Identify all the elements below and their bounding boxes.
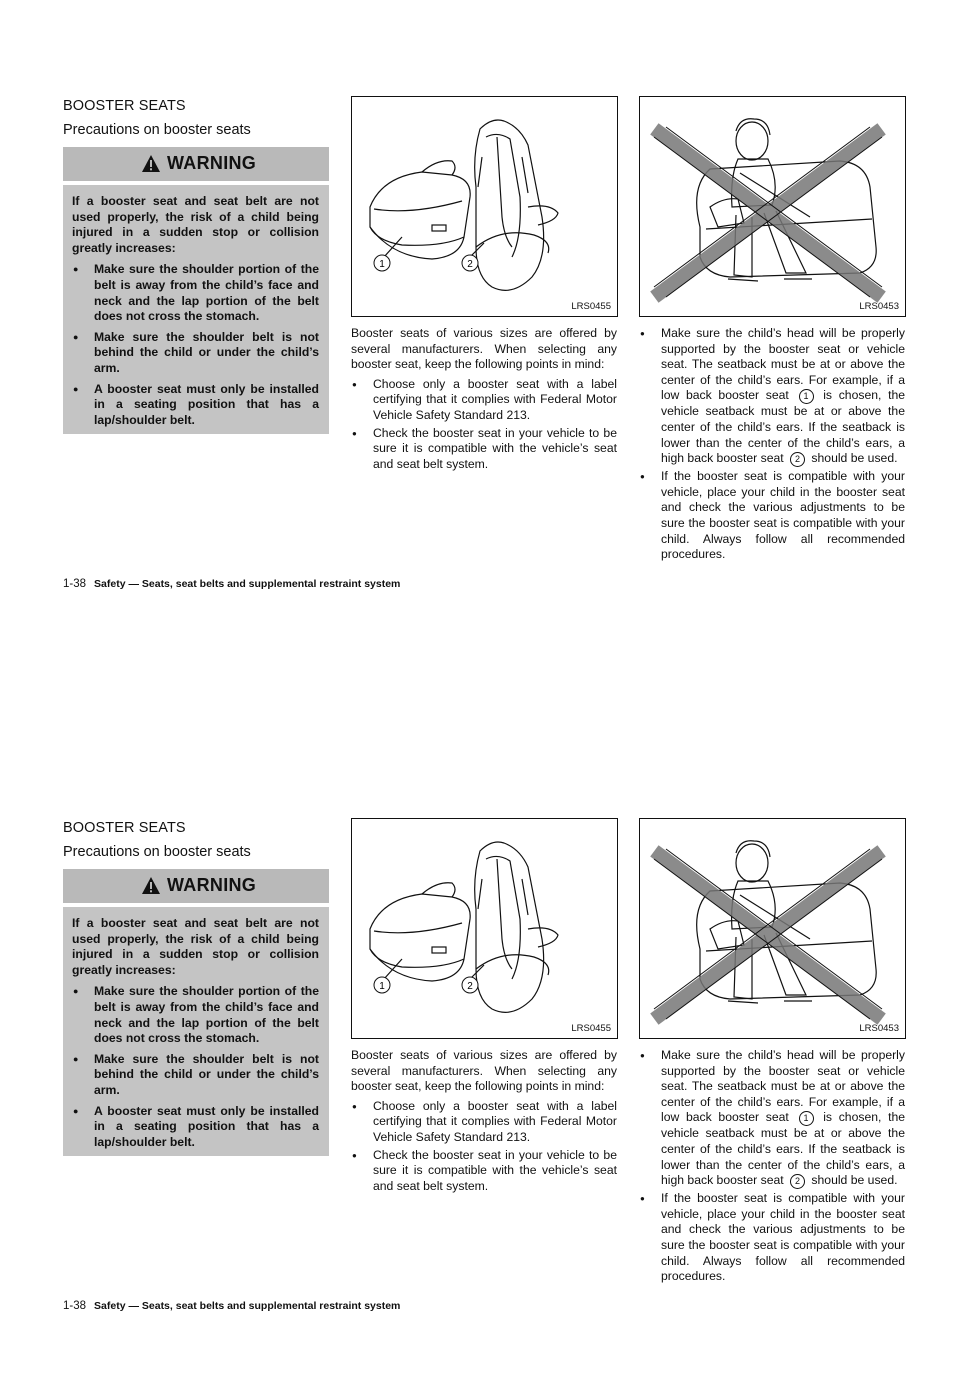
- callout-1: 1: [379, 981, 385, 992]
- child-in-seat-crossed-illustration: [640, 819, 904, 1037]
- warning-intro: If a booster seat and seat belt are not used properly, the risk of a child being injured in a sudden stop or collision greatly increases:: [72, 194, 319, 255]
- section-subtitle: Precautions on booster seats: [63, 844, 251, 860]
- warning-triangle-icon: [141, 876, 161, 895]
- list-item: ● Check the booster seat in your vehicle to be sure it is compatible with the vehicle’s seat and seat belt system.: [351, 426, 617, 473]
- text-run: is chosen, the vehicle seatback must be at or above the center of the child’s ears. If the seatback is lower than the center of the child’s ears, a high back booster seat: [661, 1110, 906, 1188]
- booster-seats-illustration: [352, 819, 616, 1037]
- warning-body: [63, 185, 329, 434]
- figure-code: LRS0453: [859, 1023, 899, 1034]
- child-in-seat-crossed-illustration: [640, 97, 904, 315]
- column-middle: [351, 326, 617, 474]
- incorrect-booster-figure: [639, 818, 906, 1039]
- list-item: [639, 1048, 905, 1189]
- figure-code: LRS0455: [571, 301, 611, 312]
- callout-1: 1: [379, 259, 385, 270]
- column-intro: Booster seats of various sizes are offered by several manufacturers. When selecting any booster seat, keep the following points in mind:: [351, 326, 617, 372]
- page-footer: [63, 578, 400, 590]
- list-item: ● Check the booster seat in your vehicle to be sure it is compatible with the vehicle’s seat and seat belt system.: [351, 1148, 617, 1195]
- column-right: [639, 1048, 905, 1287]
- text-run: should be used.: [811, 1173, 898, 1188]
- callout-2: 2: [790, 452, 805, 467]
- warning-title: WARNING: [167, 153, 257, 173]
- booster-seats-illustration: [352, 97, 616, 315]
- text-run: is chosen, the vehicle seatback must be at or above the center of the child’s ears. If the seatback is lower than the center of the child’s ears, a high back booster seat: [661, 388, 906, 466]
- section-title: BOOSTER SEATS: [63, 820, 186, 836]
- callout-1: 1: [799, 389, 814, 404]
- callout-2: 2: [467, 981, 473, 992]
- list-item: ● Choose only a booster seat with a label certifying that it complies with Federal Motor Vehicle Safety Standard 213.: [351, 377, 617, 424]
- callout-2: 2: [467, 259, 473, 270]
- warning-triangle-icon: [141, 154, 161, 173]
- column-middle: [351, 1048, 617, 1196]
- warning-item: ● Make sure the shoulder portion of the belt is away from the child’s face and neck and the lap portion of the belt does not cross the stomach.: [72, 984, 319, 1046]
- text-run: Make sure the child’s head will be properly supported by the booster seat or vehicle seat. The seatback must be at or above the center of the child’s ears. For example, if a low back booster seat: [661, 326, 905, 403]
- warning-header: [63, 147, 329, 181]
- callout-1: 1: [799, 1111, 814, 1126]
- page-number: 1-38: [63, 578, 87, 590]
- warning-item: ● Make sure the shoulder belt is not behind the child or under the child’s arm.: [72, 1052, 319, 1099]
- figure-code: LRS0455: [571, 1023, 611, 1034]
- figure-code: LRS0453: [859, 301, 899, 312]
- page-number: 1-38: [63, 1300, 87, 1312]
- warning-item: ● Make sure the shoulder belt is not behind the child or under the child’s arm.: [72, 330, 319, 377]
- column-intro: Booster seats of various sizes are offered by several manufacturers. When selecting any booster seat, keep the following points in mind:: [351, 1048, 617, 1094]
- warning-title: WARNING: [167, 875, 257, 895]
- list-item: ● If the booster seat is compatible with your vehicle, place your child in the booster seat and check the various adjustments to be sure the booster seat is compatible with your child. Always follow all recommended procedures.: [639, 469, 905, 563]
- column-right: [639, 326, 905, 565]
- section-subtitle: Precautions on booster seats: [63, 122, 251, 138]
- warning-item: ● A booster seat must only be installed in a seating position that has a lap/shoulder belt.: [72, 1104, 319, 1151]
- page-footer: [63, 1300, 400, 1312]
- incorrect-booster-figure: [639, 96, 906, 317]
- footer-text: Safety — Seats, seat belts and supplemental restraint system: [94, 1300, 401, 1312]
- page-bottom: [0, 722, 954, 1382]
- list-item: ● Choose only a booster seat with a label certifying that it complies with Federal Motor Vehicle Safety Standard 213.: [351, 1099, 617, 1146]
- warning-intro: If a booster seat and seat belt are not used properly, the risk of a child being injured in a sudden stop or collision greatly increases:: [72, 916, 319, 977]
- warning-body: [63, 907, 329, 1156]
- booster-seats-figure: [351, 96, 618, 317]
- warning-item: ● A booster seat must only be installed in a seating position that has a lap/shoulder belt.: [72, 382, 319, 429]
- list-item: [639, 326, 905, 467]
- list-item: ● If the booster seat is compatible with your vehicle, place your child in the booster seat and check the various adjustments to be sure the booster seat is compatible with your child. Always follow all recommended procedures.: [639, 1191, 905, 1285]
- warning-header: [63, 869, 329, 903]
- footer-text: Safety — Seats, seat belts and supplemental restraint system: [94, 578, 401, 590]
- warning-item: ● Make sure the shoulder portion of the belt is away from the child’s face and neck and the lap portion of the belt does not cross the stomach.: [72, 262, 319, 324]
- text-run: Make sure the child’s head will be properly supported by the booster seat or vehicle seat. The seatback must be at or above the center of the child’s ears. For example, if a low back booster seat: [661, 1048, 905, 1125]
- page-top: [0, 0, 954, 660]
- text-run: should be used.: [811, 451, 898, 466]
- section-title: BOOSTER SEATS: [63, 98, 186, 114]
- booster-seats-figure: [351, 818, 618, 1039]
- callout-2: 2: [790, 1174, 805, 1189]
